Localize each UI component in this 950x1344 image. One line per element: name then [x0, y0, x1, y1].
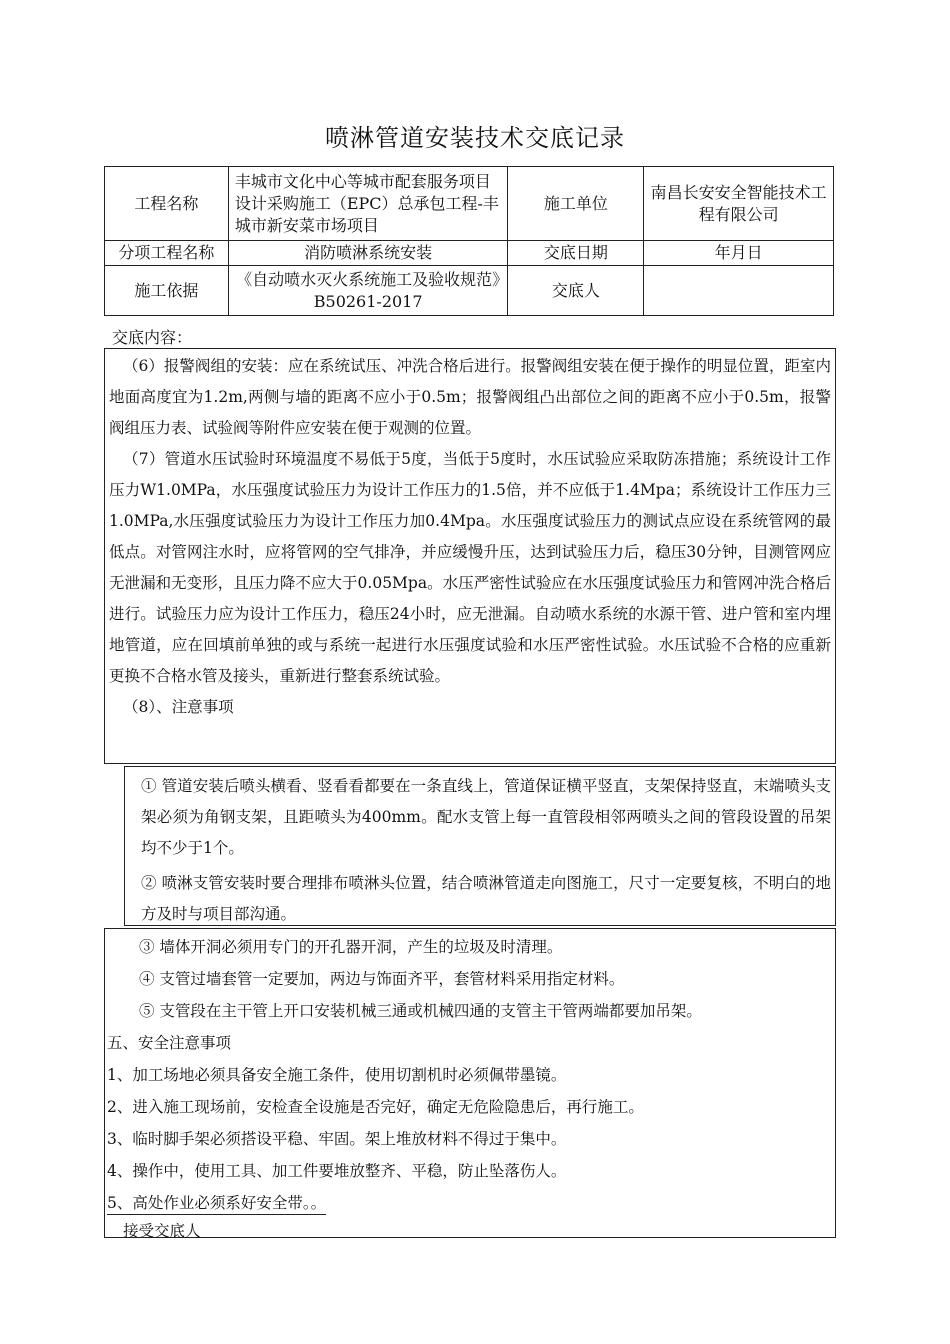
discloser-value [644, 266, 834, 316]
safety-item-3: 3、临时脚手架必须搭设平稳、牢固。架上堆放材料不得过于集中。 [107, 1130, 567, 1148]
safety-item-4: 4、操作中，使用工具、加工件要堆放整齐、平稳，防止坠落伤人。 [107, 1162, 567, 1180]
note-item-3: ③ 墙体开洞必须用专门的开孔器开洞，产生的垃圾及时清理。 [139, 938, 563, 956]
date-value: 年月日 [644, 241, 834, 266]
sub-project-label: 分项工程名称 [105, 241, 229, 266]
date-label: 交底日期 [508, 241, 644, 266]
sub-project-value: 消防喷淋系统安装 [228, 241, 508, 266]
receiver-label: 接受交底人 [123, 1222, 201, 1240]
note-item-4: ④ 支管过墙套管一定要加，两边与饰面齐平，套管材料采用指定材料。 [139, 970, 625, 988]
project-name-value: 丰城市文化中心等城市配套服务项目设计采购施工（EPC）总承包工程-丰城市新安菜市场项目 [228, 167, 508, 241]
safety-item-1: 1、加工场地必须具备安全施工条件，使用切割机时必须佩带墨镜。 [107, 1066, 567, 1084]
basis-value: 《自动喷水灭火系统施工及验收规范》B50261-2017 [228, 266, 508, 316]
paragraph-notes-heading: （8）、注意事项 [123, 698, 234, 716]
paragraph-alarm-valve: （6）报警阀组的安装：应在系统试压、冲洗合格后进行。报警阀组安装在便于操作的明显位置，距室内地面高度宜为1.2m,两侧与墙的距离不应小于0.5m；报警阀组凸出部位之间的距离不应小于0.5m，报警阀组压力表、试验阀等附件应安装在便于观测的位置。 [109, 357, 831, 437]
note-item-5: ⑤ 支管段在主干管上开口安装机械三通或机械四通的支管主干管两端都要加吊架。 [139, 1002, 702, 1020]
safety-item-5: 5、高处作业必须系好安全带。。 [107, 1191, 326, 1215]
content-box-notes [124, 766, 836, 926]
paragraph-pressure-test: （7）管道水压试验时环境温度不易低于5度，当低于5度时，水压试验应采取防冻措施；系统设计工作压力W1.0MPa，水压强度试验压力为设计工作压力的1.5倍，并不应低于1.4Mpa；系统设计工作压力三1.0MPa,水压强度试验压力为设计工作压力加0.4Mpa。水压强度试验压力的测试点应设在系统管网的最低点。对管网注水时，应将管网的空气排净，并应缓慢升压，达到试验压力后，稳压30分钟，目测管网应无泄漏和无变形，且压力降不应大于0.05Mpa。水压严密性试验应在水压强度试验压力和管网冲洗合格后进行。试验压力应为设计工作压力，稳压24小时，应无泄漏。自动喷水系统的水源干管、进户管和室内埋地管道，应在回填前单独的或与系统一起进行水压强度试验和水压严密性试验。水压试验不合格的应重新更换不合格水管及接头，重新进行整套系统试验。 [109, 450, 831, 685]
contractor-value: 南昌长安安全智能技术工程有限公司 [644, 167, 834, 241]
project-name-label: 工程名称 [105, 167, 229, 241]
content-box-main [104, 348, 836, 764]
basis-label: 施工依据 [105, 266, 229, 316]
discloser-label: 交底人 [508, 266, 644, 316]
content-label: 交底内容： [112, 328, 193, 347]
contractor-label: 施工单位 [508, 167, 644, 241]
content-box-safety [104, 928, 836, 1238]
note-item-1: ① 管道安装后喷头横看、竖看看都要在一条直线上，管道保证横平竖直，支架保持竖直，末端喷头支架必须为角钢支架，且距喷头为400mm。配水支管上每一直管段相邻两喷头之间的管段设置的吊架均不少于1个。 [141, 777, 831, 857]
safety-heading: 五、安全注意事项 [107, 1034, 232, 1052]
note-item-2: ② 喷淋支管安装时要合理排布喷淋头位置，结合喷淋管道走向图施工，尺寸一定要复核，不明白的地方及时与项目部沟通。 [141, 874, 831, 923]
document-title: 喷淋管道安装技术交底记录 [325, 124, 625, 152]
info-table [104, 166, 834, 316]
safety-item-2: 2、进入施工现场前，安检查全设施是否完好，确定无危险隐患后，再行施工。 [107, 1098, 644, 1116]
